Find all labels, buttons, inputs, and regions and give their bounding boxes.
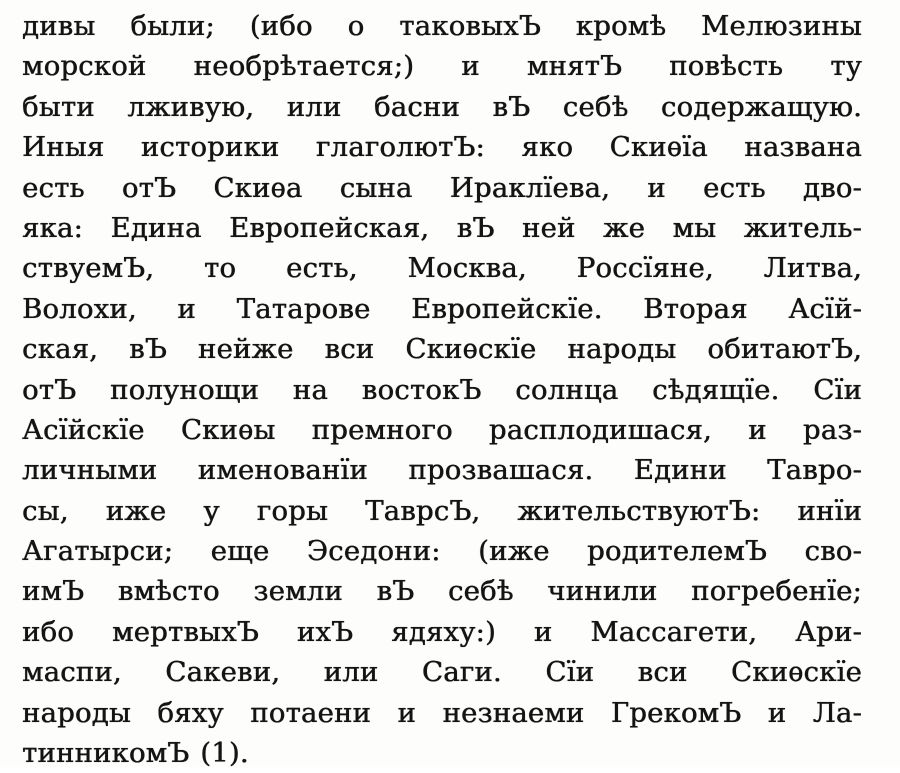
- text-block: [22, 6, 862, 773]
- text-line: дивы были; (ибо о таковыхЪ кромѣ Мелюзины: [22, 10, 862, 42]
- text-line: народы бяху потаени и незнаеми ГрекомЪ и Ла-: [22, 696, 862, 729]
- text-line: маспи, Сакеви, или Саги. Сїи вси Скиѳскїе: [22, 656, 862, 689]
- text-line: имЪ вмѣсто земли вЪ себѣ чинили погребенїе;: [22, 575, 862, 608]
- text-line: морской необрѣтается;) и мнятЪ повѣсть ту: [22, 50, 862, 83]
- text-line: Иныя историки глаголютЪ: яко Скиѳїа названа: [22, 131, 862, 164]
- text-line: тинникомЪ (1).: [22, 737, 249, 770]
- text-line: быти лживую, или басни вЪ себѣ содержащую.: [22, 90, 862, 123]
- text-line: Агатырси; еще Эседони: (иже родителемЪ сво-: [22, 535, 862, 568]
- text-line: сы, иже у горы ТаврсЪ, жительствуютЪ: инїи: [22, 494, 862, 527]
- text-line: ибо мертвыхЪ ихЪ ядяху:) и Массагети, Ари-: [22, 615, 862, 648]
- text-line: ская, вЪ нейже вси Скиѳскїе народы обитаютЪ,: [22, 333, 862, 366]
- text-line: отЪ полунощи на востокЪ солнца сѣдящїе. Сїи: [22, 373, 862, 406]
- text-line: личными именованїи прозвашася. Едини Тавро-: [22, 454, 862, 487]
- text-line: ствуемЪ, то есть, Москва, Россїяне, Литва,: [22, 252, 862, 285]
- text-line: есть отЪ Скиѳа сына Ираклїева, и есть дво-: [22, 171, 862, 204]
- text-line: яка: Едина Европейская, вЪ ней же мы житель-: [22, 211, 862, 244]
- text-line: Волохи, и Татарове Европейскїе. Вторая Асїй-: [22, 292, 862, 325]
- text-line: Асїйскїе Скиѳы премного расплодишася, и раз-: [22, 413, 862, 446]
